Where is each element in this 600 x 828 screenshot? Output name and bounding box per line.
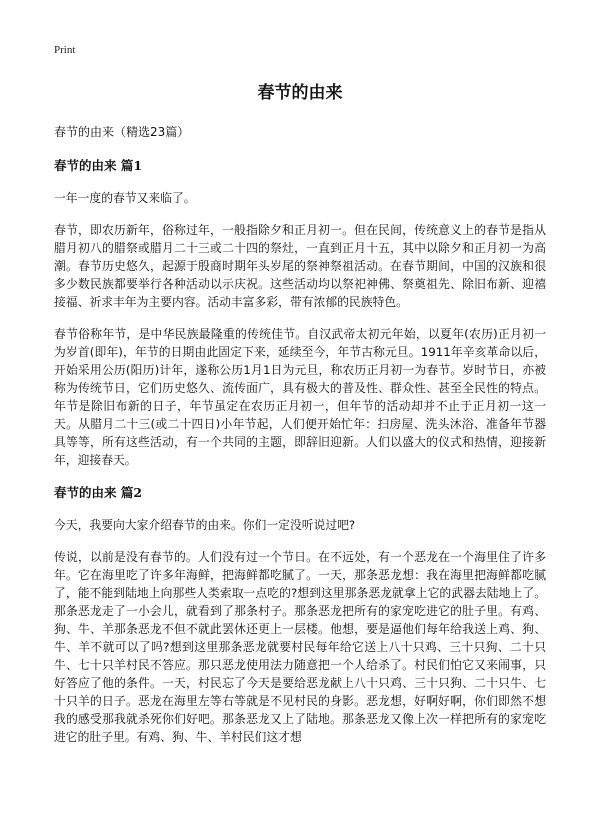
paragraph: 一年一度的春节又来临了。 xyxy=(54,191,196,205)
paragraph: 春节俗称年节，是中华民族最隆重的传统佳节。自汉武帝太初元年始，以夏年(农历)正月初一为岁首(即年)，年节的日期由此固定下来，延续至今，年节古称元旦。1911年辛亥革命以后，开始采用公历(阳历)计年，遂称公历1月1日为元旦，称农历正月初一为春节。岁时节日，亦被称为传统节日，它们历史悠久、流传面广，具有极大的普及性、群众性、甚至全民性的特点。年节是除旧布新的日子，年节虽定在农历正月初一，但年节的活动却并不止于正月初一这一天。从腊月二十三(或二十四日)小年节起，人们便开始忙年：扫房屋、洗头沐浴、准备年节器具等等，所有这些活动，有一个共同的主题，即辞旧迎新。人们以盛大的仪式和热情，迎接新年，迎接春天。 xyxy=(54,327,546,467)
paragraph: 传说，以前是没有春节的。人们没有过一个节日。在不远处，有一个恶龙在一个海里住了许多年。它在海里吃了许多年海鲜，把海鲜都吃腻了。一天，那条恶龙想：我在海里把海鲜都吃腻了，能不能到陆地上向那些人类索取一点吃的?想到这里那条恶龙就拿上它的武器去陆地上了。那条恶龙走了一小会儿，就看到了那条村子。那条恶龙把所有的家宠吃进它的肚子里。有鸡、狗、牛、羊那条恶龙不但不就此罢休还更上一层楼。他想，要是逼他们每年给我送上鸡、狗、牛、羊不就可以了吗?想到这里那条恶龙就要村民每年给它送上八十只鸡、三十只狗、二十只牛、七十只羊村民不答应。那只恶龙使用法力随意把一个人给杀了。村民们怕它又来闹事，只好答应了他的条件。一天，村民忘了今天是要给恶龙献上八十只鸡、三十只狗、二十只牛、七十只羊的日子。恶龙在海里左等右等就是不见村民的身影。恶龙想，好啊好啊，你们即然不想我的感受那我就杀死你们好吧。那条恶龙又上了陆地。那条恶龙又像上次一样把所有的家宠吃进它的肚子里。有鸡、狗、牛、羊村民们这才想 xyxy=(54,550,546,744)
print-label: Print xyxy=(54,44,76,56)
section-1 xyxy=(54,156,546,469)
document-subtitle: 春节的由来（精选23篇） xyxy=(54,125,190,139)
section-2 xyxy=(54,483,546,746)
page-title: 春节的由来 xyxy=(257,83,343,103)
paragraph: 春节，即农历新年，俗称过年，一般指除夕和正月初一。但在民间，传统意义上的春节是指从腊月初八的腊祭或腊月二十三或二十四的祭灶，一直到正月十五，其中以除夕和正月初一为高潮。春节历史悠久，起源于殷商时期年头岁尾的祭神祭祖活动。在春节期间，中国的汉族和很多少数民族都要举行各种活动以示庆祝。这些活动均以祭祀神佛、祭奠祖先、除旧布新、迎禧接福、祈求丰年为主要内容。活动丰富多彩，带有浓郁的民族特色。 xyxy=(54,223,546,309)
paragraph: 今天，我要向大家介绍春节的由来。你们一定没听说过吧? xyxy=(54,518,356,532)
section-heading: 春节的由来 篇1 xyxy=(54,158,143,173)
section-heading: 春节的由来 篇2 xyxy=(54,485,143,500)
